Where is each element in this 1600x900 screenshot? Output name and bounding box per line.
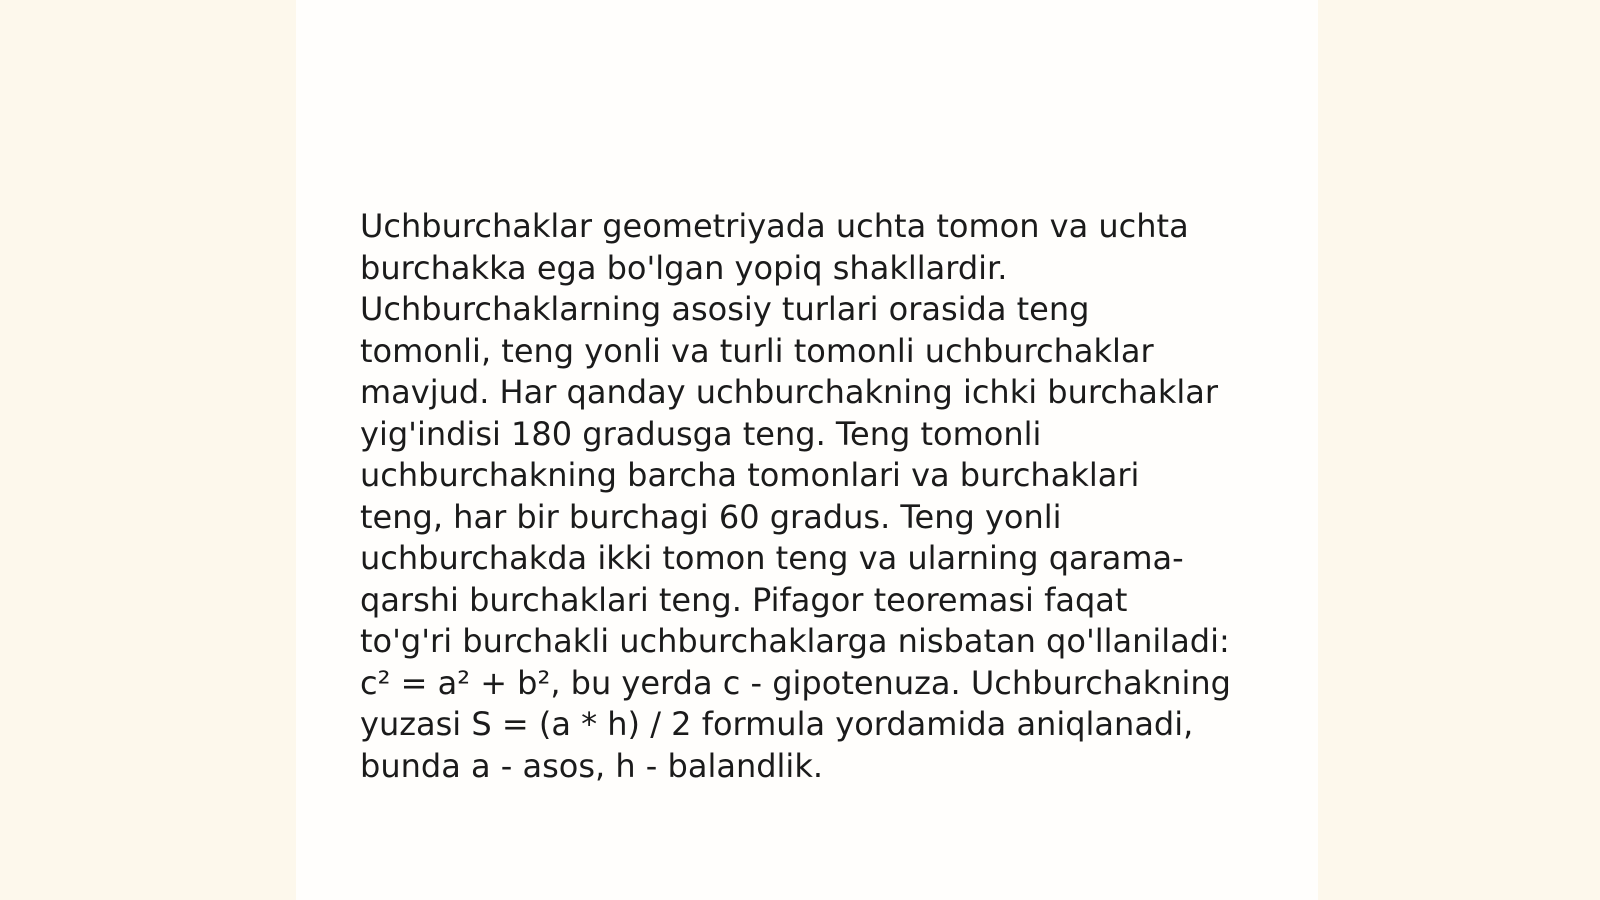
body-paragraph: Uchburchaklar geometriyada uchta tomon va uchta burchakka ega bo'lgan yopiq shakllardir. Uchburchaklarning asosiy turlari orasida teng tomonli, teng yonli va turli tomonli uchburchaklar mavjud. Har qanday uchburchakning ichki burchaklar yig'indisi 180 gradusga teng. Teng tomonli uchburchakning barcha tomonlari va burchaklari teng, har bir burchagi 60 gradus. Teng yonli uchburchakda ikki tomon teng va ularning qarama- qarshi burchaklari teng. Pifagor teoremasi faqat to'g'ri burchakli uchburchaklarga nisbatan qo'llaniladi: c² = a² + b², bu yerda c - gipotenuza. Uchburchakning yuzasi S = (a * h) / 2 formula yordamida aniqlanadi, bunda a - asos, h - balandlik. — [360, 207, 1231, 785]
document-page — [296, 0, 1318, 900]
